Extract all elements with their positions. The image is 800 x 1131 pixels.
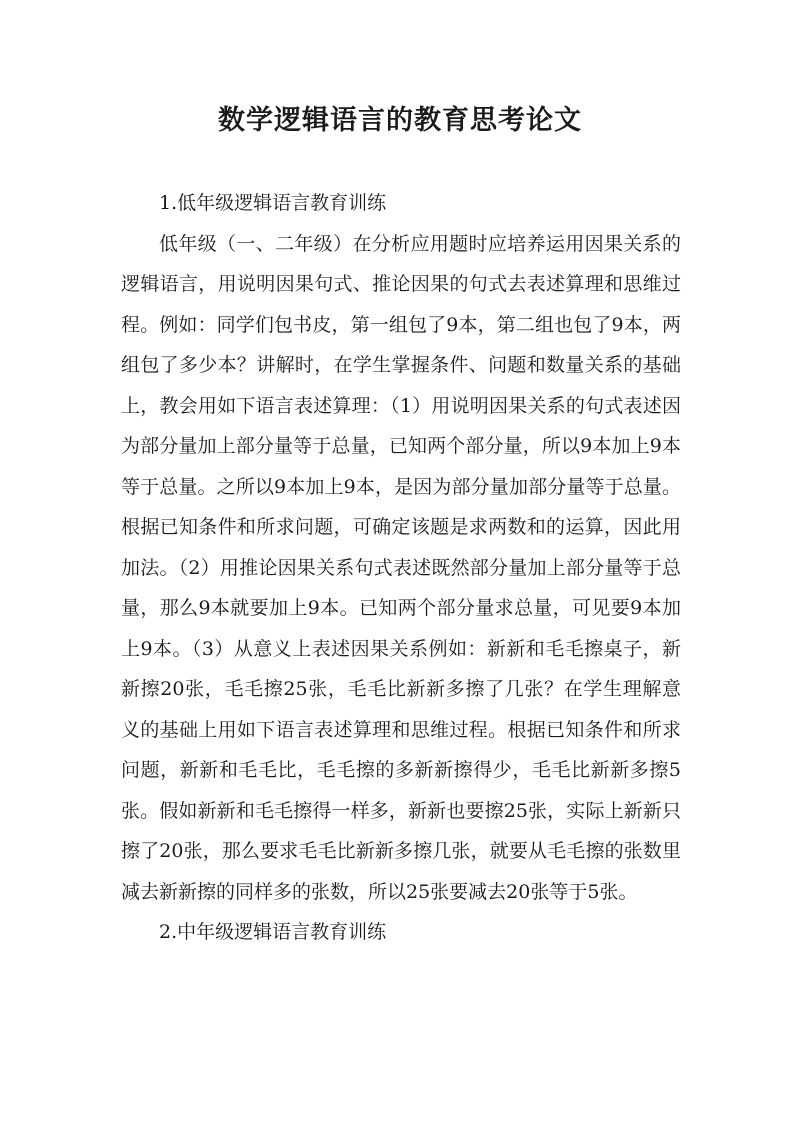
body-paragraph-1: 低年级（一、二年级）在分析应用题时应培养运用因果关系的逻辑语言，用说明因果句式、推论因果的句式去表述算理和思维过程。例如：同学们包书皮，第一组包了9本，第二组也包了9本，两组包了多少本？讲解时，在学生掌握条件、问题和数量关系的基础上，教会用如下语言表述算理：（1）用说明因果关系的句式表述因为部分量加上部分量等于总量，已知两个部分量，所以9本加上9本等于总量。之所以9本加上9本，是因为部分量加部分量等于总量。根据已知条件和所求问题，可确定该题是求两数和的运算，因此用加法。（2）用推论因果关系句式表述既然部分量加上部分量等于总量，那么9本就要加上9本。已知两个部分量求总量，可见要9本加上9本。（3）从意义上表述因果关系例如：新新和毛毛擦桌子，新新擦20张，毛毛擦25张，毛毛比新新多擦了几张？在学生理解意义的基础上用如下语言表述算理和思维过程。根据已知条件和所求问题，新新和毛毛比，毛毛擦的多新新擦得少，毛毛比新新多擦5张。假如新新和毛毛擦得一样多，新新也要擦25张，实际上新新只擦了20张，那么要求毛毛比新新多擦几张，就要从毛毛擦的张数里减去新新擦的同样多的张数，所以25张要减去20张等于5张。	[121, 232, 681, 903]
page-title: 数学逻辑语言的教育思考论文	[218, 105, 582, 136]
section-heading-1: 1.低年级逻辑语言教育训练	[159, 192, 387, 214]
document-body	[121, 183, 681, 953]
section-heading-2: 2.中年级逻辑语言教育训练	[159, 921, 387, 943]
